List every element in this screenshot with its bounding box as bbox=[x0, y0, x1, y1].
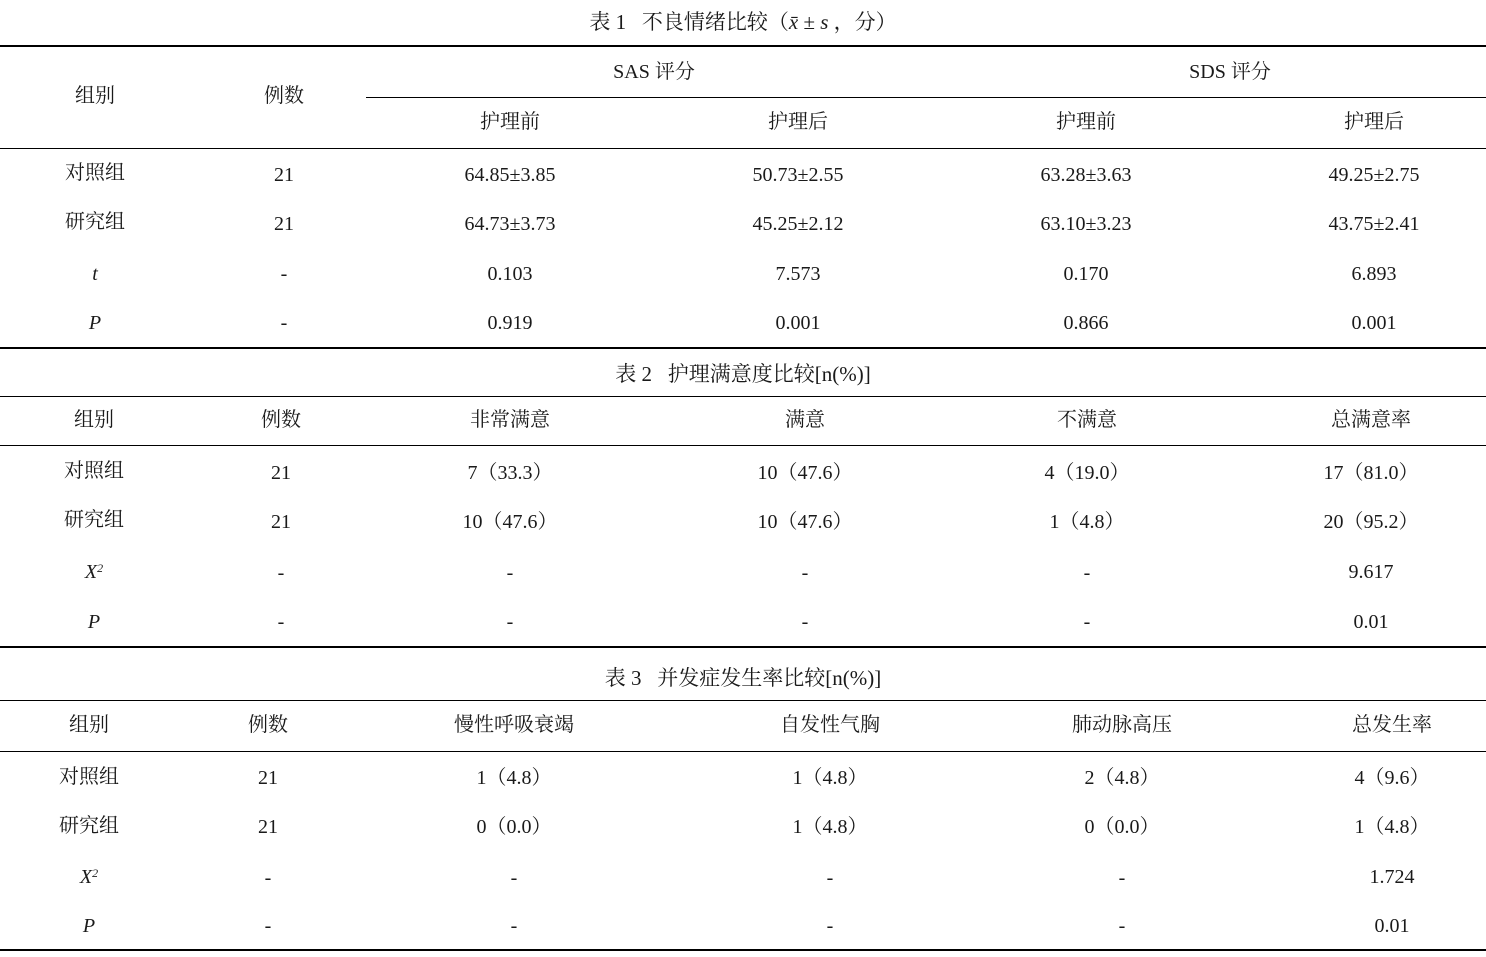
table1-cell: 64.85±3.85 bbox=[464, 164, 556, 186]
table3-cell: 研究组 bbox=[59, 815, 119, 837]
table2-cell: - bbox=[277, 562, 285, 584]
table2-cell: 20（95.2） bbox=[1323, 511, 1419, 533]
table1-cell: 0.103 bbox=[487, 263, 533, 285]
table1-cell: 0.919 bbox=[487, 312, 533, 334]
table3-cell: - bbox=[264, 915, 272, 937]
table2-header: 非常满意 bbox=[470, 409, 550, 431]
table1-cell: 0.170 bbox=[1063, 263, 1109, 285]
table1-cell: - bbox=[280, 263, 288, 285]
table3-cell: - bbox=[510, 867, 518, 889]
table3-cell: 1（4.8） bbox=[1354, 816, 1430, 838]
table1-header-rule bbox=[0, 148, 1486, 149]
table2-cell: 10（47.6） bbox=[757, 511, 853, 533]
table1-cell: 6.893 bbox=[1351, 263, 1397, 285]
table1-cell: 49.25±2.75 bbox=[1328, 164, 1420, 186]
table3-cell-chi-square bbox=[0, 865, 178, 889]
table1-header-sas-before: 护理前 bbox=[480, 111, 540, 133]
table3-cell: 21 bbox=[258, 816, 278, 838]
table3-header: 例数 bbox=[248, 714, 288, 736]
table1-cell: 63.28±3.63 bbox=[1040, 164, 1132, 186]
table2-cell: - bbox=[801, 562, 809, 584]
table1-cell: 50.73±2.55 bbox=[752, 164, 844, 186]
table1-bottom-rule bbox=[0, 347, 1486, 349]
chi-square-superscript: 2 bbox=[97, 561, 104, 575]
table1-top-rule bbox=[0, 45, 1486, 47]
table2-header: 例数 bbox=[261, 409, 301, 431]
table1-caption-tail: ，分） bbox=[828, 10, 897, 34]
chi-square-superscript: 2 bbox=[92, 866, 99, 880]
table2-bottom-rule bbox=[0, 646, 1486, 648]
table1-cell: 0.001 bbox=[775, 312, 821, 334]
table3-header: 慢性呼吸衰竭 bbox=[454, 714, 574, 736]
table2-cell: - bbox=[506, 562, 514, 584]
table3-cell: - bbox=[826, 915, 834, 937]
table1-cell: 21 bbox=[274, 164, 294, 186]
table2-cell: 4（19.0） bbox=[1044, 462, 1130, 484]
chi-square-symbol: X bbox=[79, 866, 93, 888]
table1-cell: 21 bbox=[274, 213, 294, 235]
table2-cell: 1（4.8） bbox=[1049, 511, 1125, 533]
table1-caption bbox=[0, 6, 1486, 36]
table1-caption-text: 表 1 不良情绪比较（ bbox=[589, 10, 789, 34]
table1-cell: 45.25±2.12 bbox=[752, 213, 844, 235]
table1-cell: P bbox=[88, 312, 102, 334]
table2-cell: 研究组 bbox=[64, 509, 124, 531]
table3-cell: 1.724 bbox=[1369, 866, 1415, 888]
table2-header-rule bbox=[0, 445, 1486, 446]
table1-cell: 63.10±3.23 bbox=[1040, 213, 1132, 235]
table2-cell: 10（47.6） bbox=[462, 511, 558, 533]
table1-cell: - bbox=[280, 312, 288, 334]
table2-cell-chi-square bbox=[0, 560, 188, 584]
table1-cell: 0.866 bbox=[1063, 312, 1109, 334]
table3-cell: 1（4.8） bbox=[792, 816, 868, 838]
table3-cell: 0（0.0） bbox=[476, 816, 552, 838]
table1-cell: 64.73±3.73 bbox=[464, 213, 556, 235]
table3-cell: 0（0.0） bbox=[1084, 816, 1160, 838]
table2-cell: - bbox=[1083, 562, 1091, 584]
table2-cell: 9.617 bbox=[1348, 561, 1394, 583]
table1-header-sds-after: 护理后 bbox=[1344, 111, 1404, 133]
table2-cell: 对照组 bbox=[64, 460, 124, 482]
table2-header: 总满意率 bbox=[1331, 409, 1411, 431]
table1-header-sds-before: 护理前 bbox=[1056, 111, 1116, 133]
table3-top-rule bbox=[0, 700, 1486, 701]
table2-cell: - bbox=[506, 611, 514, 633]
table1-header-group: 组别 bbox=[75, 85, 115, 107]
chi-square-symbol: X bbox=[84, 561, 98, 583]
table3-cell: - bbox=[1118, 867, 1126, 889]
table2-cell: 21 bbox=[271, 511, 291, 533]
table1-sub-rule bbox=[366, 97, 1486, 98]
table3-header: 肺动脉高压 bbox=[1072, 714, 1172, 736]
table1-cell: 43.75±2.41 bbox=[1328, 213, 1420, 235]
table2-header: 满意 bbox=[785, 409, 825, 431]
table2-cell: 7（33.3） bbox=[467, 462, 553, 484]
table1-header-sas-after: 护理后 bbox=[768, 111, 828, 133]
table2-cell: 17（81.0） bbox=[1323, 462, 1419, 484]
table3-cell: - bbox=[510, 915, 518, 937]
table2-cell: 21 bbox=[271, 462, 291, 484]
table1-cell: 0.001 bbox=[1351, 312, 1397, 334]
table1-header-count: 例数 bbox=[264, 85, 304, 107]
table3-cell: 21 bbox=[258, 767, 278, 789]
table1-caption-formula: x̄ ± s bbox=[788, 10, 829, 34]
table3-cell: 对照组 bbox=[59, 766, 119, 788]
table2-cell: - bbox=[801, 611, 809, 633]
table3-header: 总发生率 bbox=[1352, 714, 1432, 736]
table3-caption: 表 3 并发症发生率比较[n(%)] bbox=[604, 666, 882, 690]
table3-cell: 0.01 bbox=[1374, 915, 1410, 937]
table3-bottom-rule bbox=[0, 949, 1486, 951]
table1-header-sas: SAS 评分 bbox=[613, 61, 695, 83]
table3-cell: 1（4.8） bbox=[792, 767, 868, 789]
table1-cell: t bbox=[92, 263, 98, 285]
table3-cell: - bbox=[826, 867, 834, 889]
table3-header: 组别 bbox=[69, 714, 109, 736]
table3-cell: 4（9.6） bbox=[1354, 767, 1430, 789]
table2-cell: 10（47.6） bbox=[757, 462, 853, 484]
table2-caption: 表 2 护理满意度比较[n(%)] bbox=[615, 362, 871, 386]
table3-header: 自发性气胸 bbox=[780, 714, 880, 736]
table3-cell: 1（4.8） bbox=[476, 767, 552, 789]
table2-top-rule bbox=[0, 396, 1486, 397]
table2-header: 组别 bbox=[74, 409, 114, 431]
table1-header-sds: SDS 评分 bbox=[1189, 61, 1271, 83]
table2-cell: - bbox=[1083, 611, 1091, 633]
table1-cell: 对照组 bbox=[65, 162, 125, 184]
table2-cell: P bbox=[87, 611, 101, 633]
table2-cell: - bbox=[277, 611, 285, 633]
table1-cell: 研究组 bbox=[65, 211, 125, 233]
table3-cell: P bbox=[82, 915, 96, 937]
table3-cell: 2（4.8） bbox=[1084, 767, 1160, 789]
table3-header-rule bbox=[0, 751, 1486, 752]
table3-cell: - bbox=[264, 867, 272, 889]
table2-cell: 0.01 bbox=[1353, 611, 1389, 633]
table1-cell: 7.573 bbox=[775, 263, 821, 285]
table3-cell: - bbox=[1118, 915, 1126, 937]
table2-header: 不满意 bbox=[1057, 409, 1117, 431]
